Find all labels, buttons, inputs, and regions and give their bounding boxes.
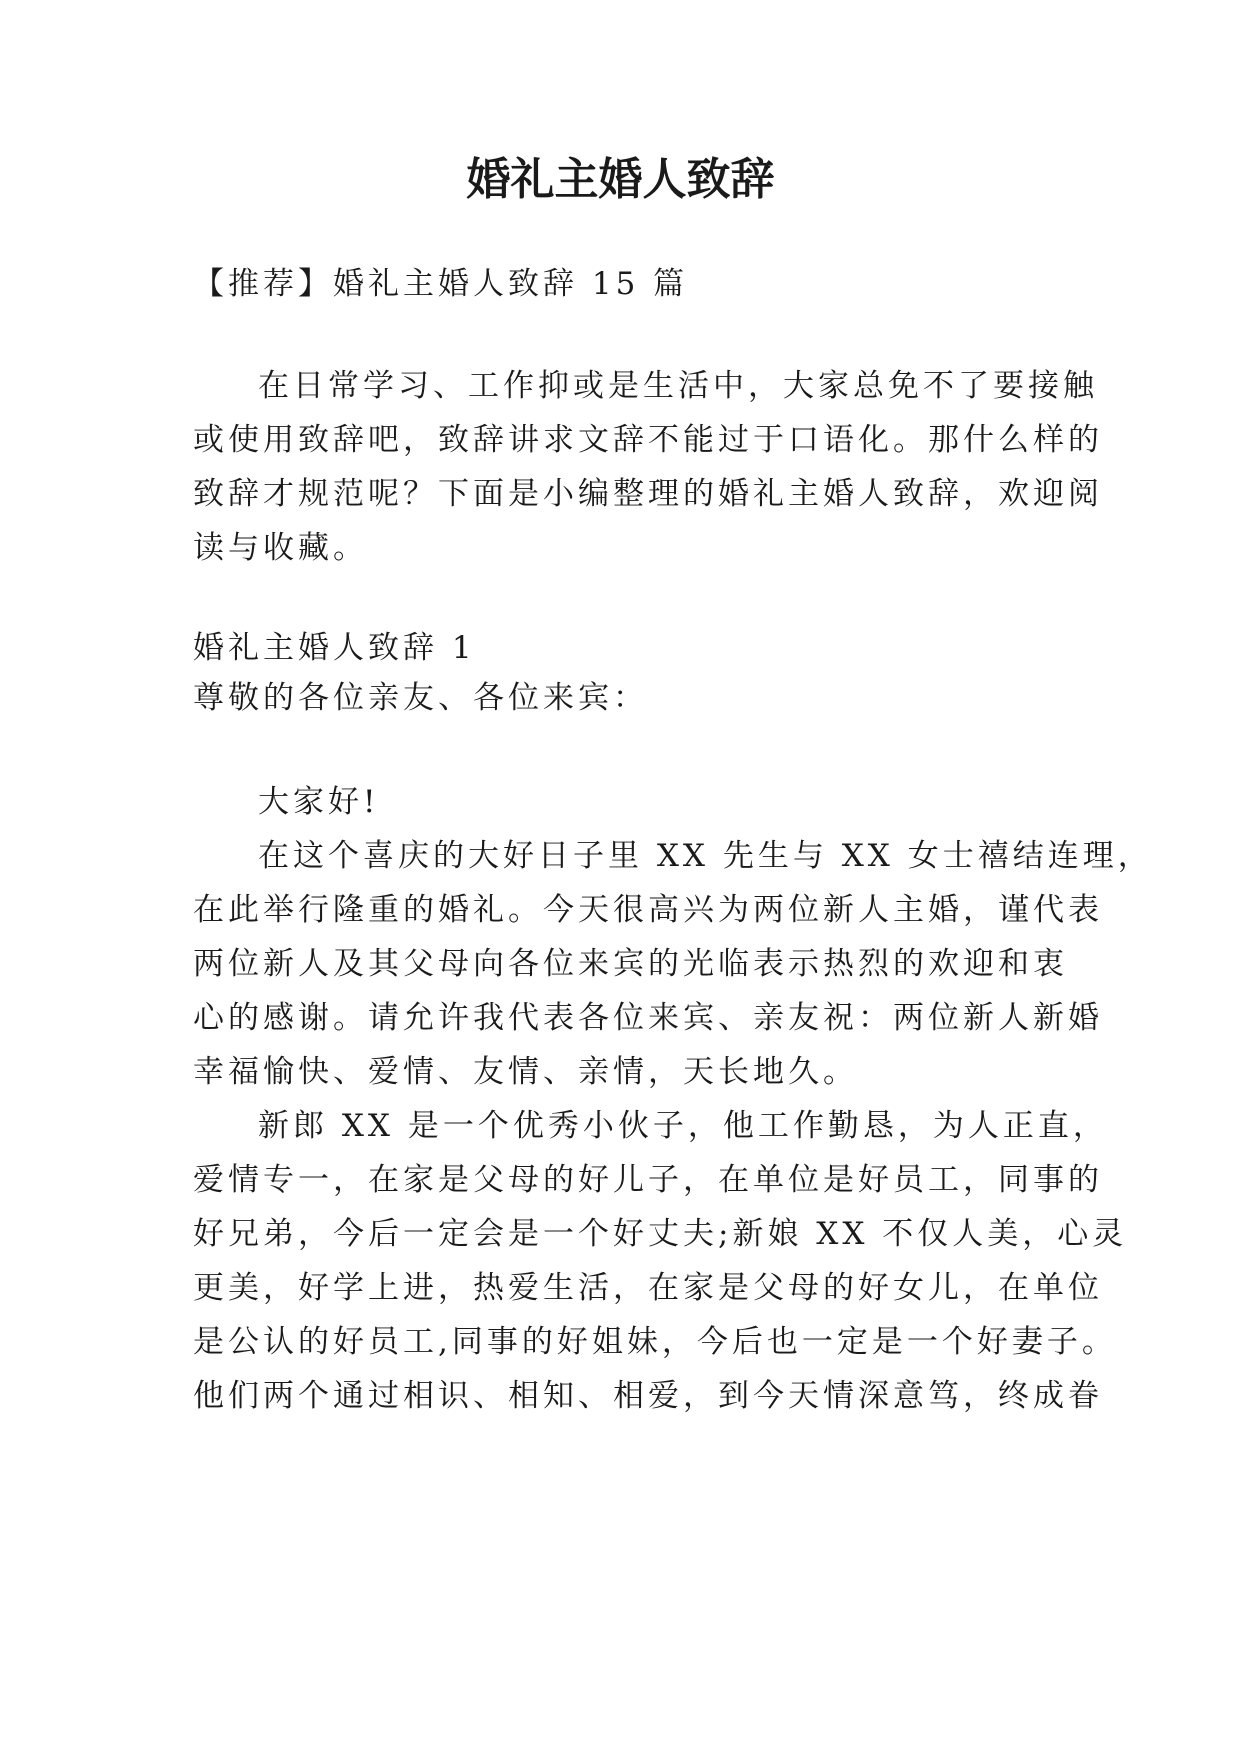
intro-line-3: 致辞才规范呢？下面是小编整理的婚礼主婚人致辞，欢迎阅 — [193, 476, 1103, 512]
para2-line-4: 更美，好学上进，热爱生活，在家是父母的好女儿，在单位 — [193, 1270, 1103, 1306]
para1-line-4: 心的感谢。请允许我代表各位来宾、亲友祝：两位新人新婚 — [193, 1000, 1103, 1036]
para2-line-6: 他们两个通过相识、相知、相爱，到今天情深意笃，终成眷 — [193, 1378, 1103, 1414]
para2-line-5: 是公认的好员工,同事的好姐妹，今后也一定是一个好妻子。 — [193, 1324, 1117, 1360]
para1-line-2: 在此举行隆重的婚礼。今天很高兴为两位新人主婚，谨代表 — [193, 892, 1103, 928]
para1-line-1: 在这个喜庆的大好日子里 XX 先生与 XX 女士禧结连理， — [258, 838, 1153, 874]
intro-line-2: 或使用致辞吧，致辞讲求文辞不能过于口语化。那什么样的 — [193, 422, 1103, 458]
document-subtitle: 【推荐】婚礼主婚人致辞 15 篇 — [193, 266, 689, 302]
section-heading: 婚礼主婚人致辞 1 — [193, 630, 476, 666]
salutation: 尊敬的各位亲友、各位来宾： — [193, 680, 648, 716]
greeting: 大家好! — [258, 784, 380, 820]
para2-line-3: 好兄弟，今后一定会是一个好丈夫;新娘 XX 不仅人美，心灵 — [193, 1216, 1128, 1252]
para2-line-1: 新郎 XX 是一个优秀小伙子，他工作勤恳，为人正直， — [258, 1108, 1108, 1144]
para2-line-2: 爱情专一，在家是父母的好儿子，在单位是好员工，同事的 — [193, 1162, 1103, 1198]
para1-line-5: 幸福愉快、爱情、友情、亲情，天长地久。 — [193, 1054, 858, 1090]
intro-line-1: 在日常学习、工作抑或是生活中，大家总免不了要接触 — [258, 368, 1098, 404]
intro-line-4: 读与收藏。 — [193, 530, 368, 566]
para1-line-3: 两位新人及其父母向各位来宾的光临表示热烈的欢迎和衷 — [193, 946, 1068, 982]
document-title: 婚礼主婚人致辞 — [466, 154, 775, 205]
